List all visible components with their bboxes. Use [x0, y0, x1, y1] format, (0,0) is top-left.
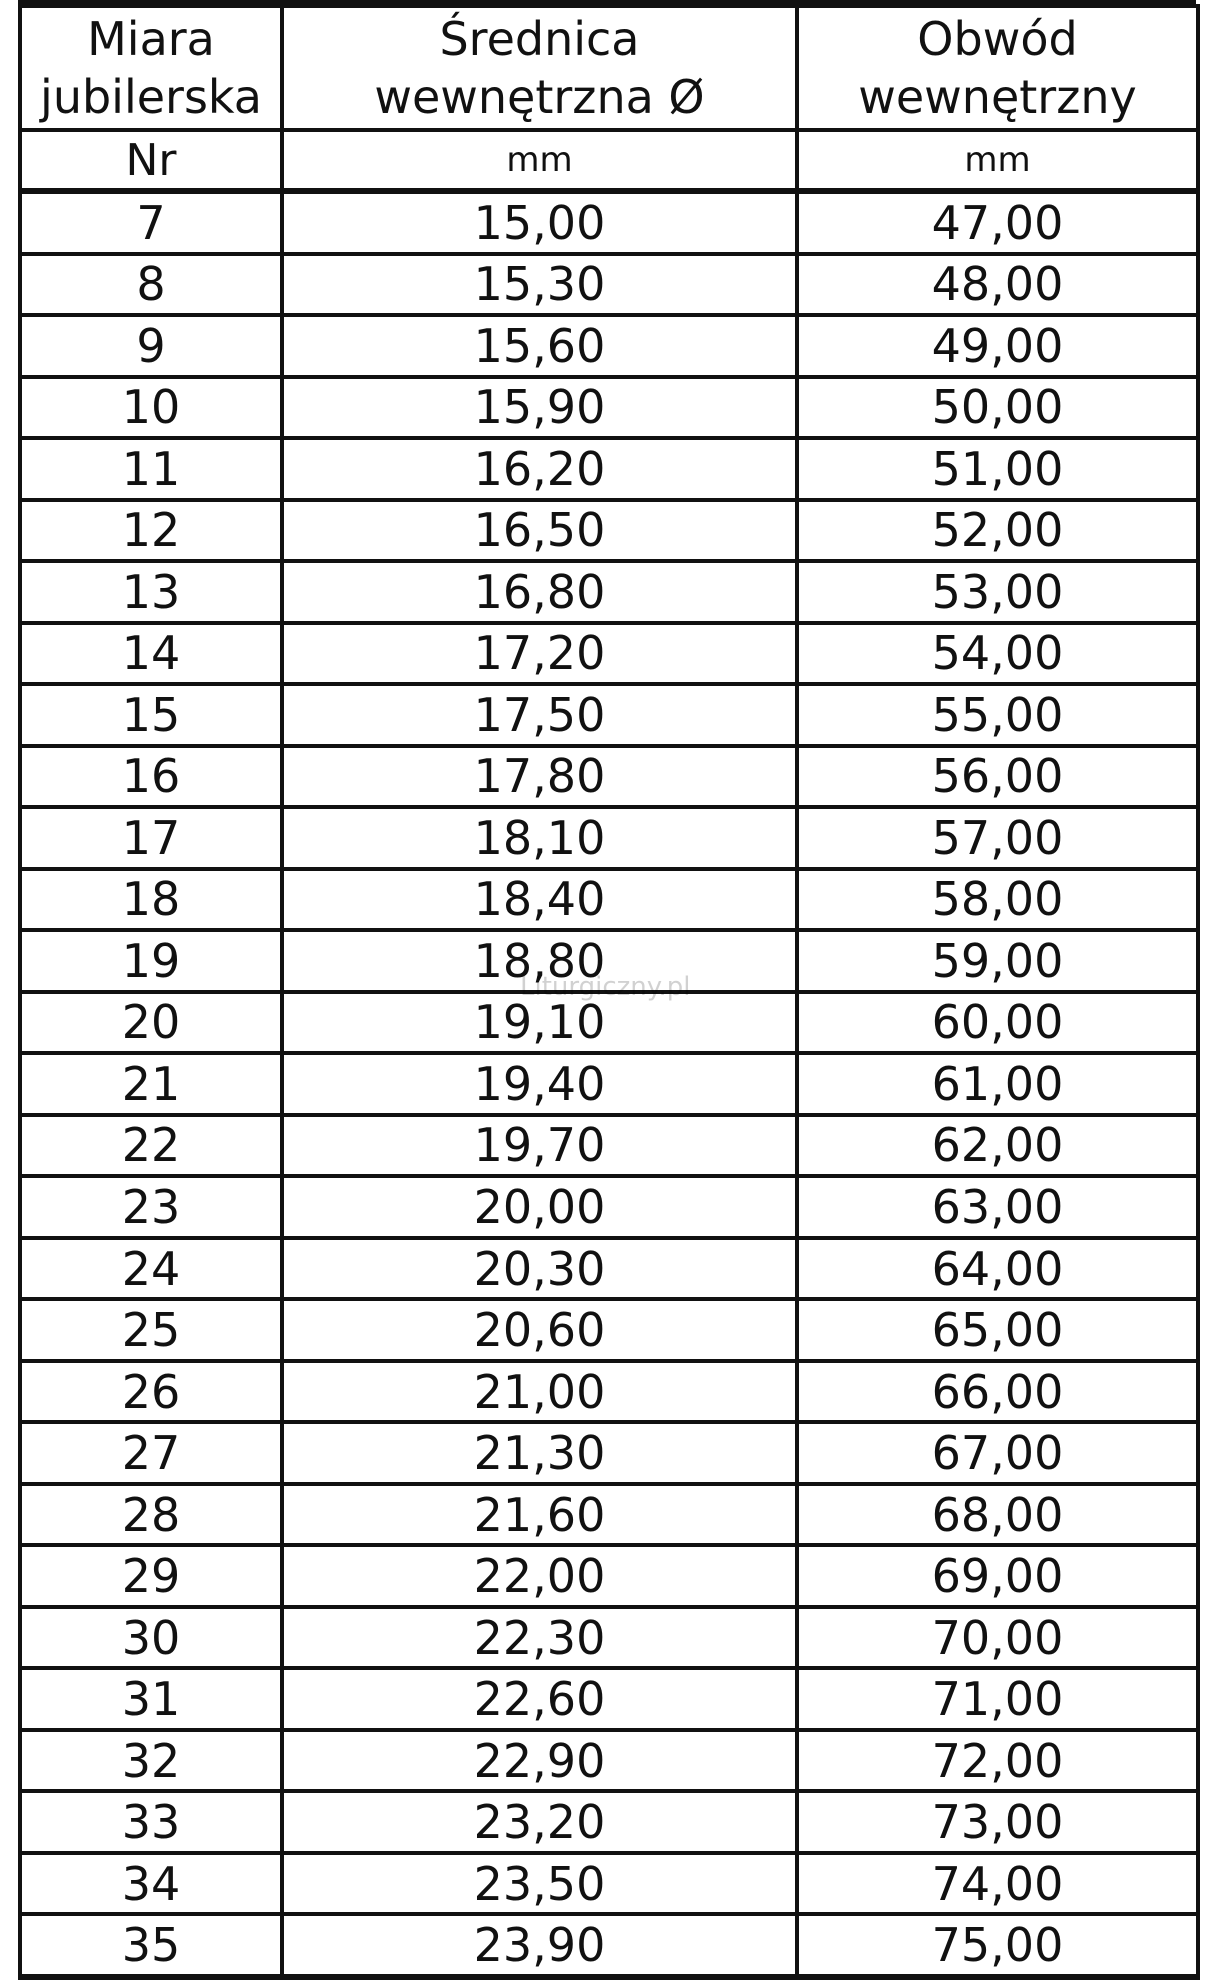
header-inner-circumference-text: Obwód wewnętrzny [858, 12, 1137, 124]
cell-inner-circumference: 56,00 [797, 746, 1198, 808]
cell-inner-circumference: 55,00 [797, 684, 1198, 746]
cell-inner-circumference: 64,00 [797, 1238, 1198, 1300]
table-row [20, 623, 1198, 685]
cell-size-number: 35 [20, 1914, 282, 1977]
table-row [20, 1361, 1198, 1423]
table-row [20, 1053, 1198, 1115]
table-row [20, 1668, 1198, 1730]
cell-inner-diameter: 22,00 [282, 1545, 797, 1607]
table-row [20, 1914, 1198, 1977]
table-row [20, 1422, 1198, 1484]
cell-inner-circumference: 50,00 [797, 377, 1198, 439]
cell-inner-diameter: 15,60 [282, 315, 797, 377]
cell-size-number: 34 [20, 1853, 282, 1915]
cell-size-number: 33 [20, 1791, 282, 1853]
cell-inner-circumference: 63,00 [797, 1176, 1198, 1238]
unit-size-number: Nr [20, 130, 282, 191]
header-inner-diameter [282, 6, 797, 130]
cell-size-number: 26 [20, 1361, 282, 1423]
cell-size-number: 32 [20, 1730, 282, 1792]
cell-inner-circumference: 74,00 [797, 1853, 1198, 1915]
table-row [20, 377, 1198, 439]
table-row [20, 1115, 1198, 1177]
header-inner-diameter-text: Średnica wewnętrzna Ø [374, 12, 705, 124]
cell-inner-circumference: 49,00 [797, 315, 1198, 377]
cell-inner-diameter: 23,50 [282, 1853, 797, 1915]
cell-inner-circumference: 52,00 [797, 500, 1198, 562]
header-size-number-text: Miara jubilerska [40, 12, 262, 124]
cell-inner-circumference: 71,00 [797, 1668, 1198, 1730]
table-body [20, 191, 1198, 1977]
table-row [20, 992, 1198, 1054]
cell-size-number: 23 [20, 1176, 282, 1238]
table-row [20, 438, 1198, 500]
cell-inner-diameter: 16,80 [282, 561, 797, 623]
table-row [20, 1791, 1198, 1853]
cell-inner-diameter: 18,10 [282, 807, 797, 869]
cell-inner-circumference: 65,00 [797, 1299, 1198, 1361]
cell-inner-diameter: 19,10 [282, 992, 797, 1054]
header-row [20, 6, 1198, 130]
cell-size-number: 14 [20, 623, 282, 685]
cell-inner-circumference: 70,00 [797, 1607, 1198, 1669]
cell-size-number: 28 [20, 1484, 282, 1546]
cell-size-number: 19 [20, 930, 282, 992]
cell-inner-diameter: 20,00 [282, 1176, 797, 1238]
cell-inner-circumference: 60,00 [797, 992, 1198, 1054]
cell-inner-circumference: 67,00 [797, 1422, 1198, 1484]
units-row [20, 130, 1198, 191]
cell-inner-circumference: 54,00 [797, 623, 1198, 685]
cell-size-number: 8 [20, 254, 282, 316]
header-inner-circumference [797, 6, 1198, 130]
cell-inner-diameter: 19,40 [282, 1053, 797, 1115]
cell-size-number: 22 [20, 1115, 282, 1177]
cell-size-number: 9 [20, 315, 282, 377]
unit-circumference: mm [797, 130, 1198, 191]
table-row [20, 1238, 1198, 1300]
cell-inner-diameter: 15,90 [282, 377, 797, 439]
cell-size-number: 15 [20, 684, 282, 746]
cell-size-number: 24 [20, 1238, 282, 1300]
cell-size-number: 12 [20, 500, 282, 562]
cell-inner-diameter: 18,80 [282, 930, 797, 992]
cell-inner-diameter: 16,50 [282, 500, 797, 562]
cell-inner-diameter: 21,30 [282, 1422, 797, 1484]
cell-inner-circumference: 57,00 [797, 807, 1198, 869]
cell-size-number: 29 [20, 1545, 282, 1607]
cell-size-number: 16 [20, 746, 282, 808]
cell-size-number: 10 [20, 377, 282, 439]
table-row [20, 807, 1198, 869]
cell-inner-diameter: 16,20 [282, 438, 797, 500]
cell-inner-diameter: 15,00 [282, 191, 797, 254]
cell-inner-circumference: 53,00 [797, 561, 1198, 623]
cell-inner-circumference: 59,00 [797, 930, 1198, 992]
table-row [20, 500, 1198, 562]
table-row [20, 930, 1198, 992]
cell-inner-circumference: 66,00 [797, 1361, 1198, 1423]
cell-inner-diameter: 22,30 [282, 1607, 797, 1669]
table-row [20, 561, 1198, 623]
table-row [20, 254, 1198, 316]
table-row [20, 1484, 1198, 1546]
cell-inner-diameter: 17,20 [282, 623, 797, 685]
table-row [20, 1853, 1198, 1915]
table-row [20, 1299, 1198, 1361]
cell-inner-circumference: 62,00 [797, 1115, 1198, 1177]
cell-size-number: 31 [20, 1668, 282, 1730]
table-row [20, 869, 1198, 931]
cell-inner-circumference: 51,00 [797, 438, 1198, 500]
unit-diameter: mm [282, 130, 797, 191]
cell-inner-diameter: 20,30 [282, 1238, 797, 1300]
table-row [20, 315, 1198, 377]
cell-inner-circumference: 69,00 [797, 1545, 1198, 1607]
cell-inner-circumference: 75,00 [797, 1914, 1198, 1977]
cell-size-number: 30 [20, 1607, 282, 1669]
cell-size-number: 27 [20, 1422, 282, 1484]
watermark: Liturgiczny.pl [520, 972, 691, 1002]
cell-inner-diameter: 22,60 [282, 1668, 797, 1730]
cell-inner-circumference: 47,00 [797, 191, 1198, 254]
cell-inner-circumference: 61,00 [797, 1053, 1198, 1115]
cell-inner-circumference: 72,00 [797, 1730, 1198, 1792]
cell-inner-diameter: 15,30 [282, 254, 797, 316]
cell-inner-circumference: 68,00 [797, 1484, 1198, 1546]
cell-size-number: 7 [20, 191, 282, 254]
cell-inner-diameter: 21,60 [282, 1484, 797, 1546]
table-row [20, 191, 1198, 254]
cell-inner-diameter: 23,20 [282, 1791, 797, 1853]
table-row [20, 684, 1198, 746]
cell-inner-diameter: 17,80 [282, 746, 797, 808]
cell-size-number: 25 [20, 1299, 282, 1361]
cell-size-number: 20 [20, 992, 282, 1054]
table-row [20, 1730, 1198, 1792]
header-size-number [20, 6, 282, 130]
table-row [20, 746, 1198, 808]
cell-inner-diameter: 17,50 [282, 684, 797, 746]
cell-inner-circumference: 58,00 [797, 869, 1198, 931]
table-row [20, 1607, 1198, 1669]
table-row [20, 1176, 1198, 1238]
cell-size-number: 18 [20, 869, 282, 931]
cell-size-number: 21 [20, 1053, 282, 1115]
table-row [20, 1545, 1198, 1607]
cell-inner-circumference: 73,00 [797, 1791, 1198, 1853]
cell-size-number: 11 [20, 438, 282, 500]
ring-size-table [18, 4, 1200, 1980]
cell-size-number: 13 [20, 561, 282, 623]
cell-inner-diameter: 20,60 [282, 1299, 797, 1361]
cell-size-number: 17 [20, 807, 282, 869]
cell-inner-diameter: 18,40 [282, 869, 797, 931]
cell-inner-diameter: 21,00 [282, 1361, 797, 1423]
cell-inner-diameter: 23,90 [282, 1914, 797, 1977]
cell-inner-circumference: 48,00 [797, 254, 1198, 316]
cell-inner-diameter: 19,70 [282, 1115, 797, 1177]
cell-inner-diameter: 22,90 [282, 1730, 797, 1792]
